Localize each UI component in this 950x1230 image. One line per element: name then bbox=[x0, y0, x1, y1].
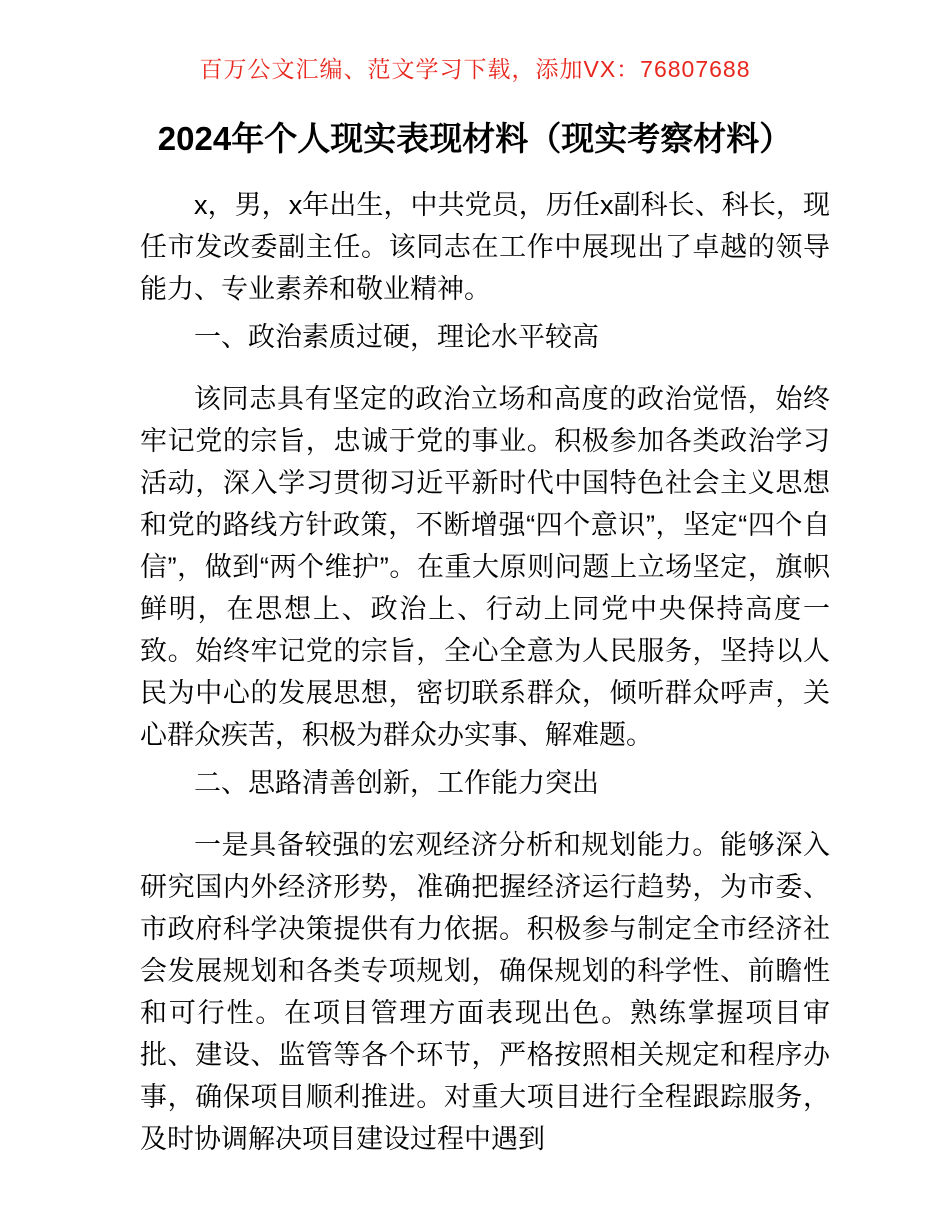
promo-notice: 百万公文汇编、范文学习下载，添加VX：76807688 bbox=[199, 56, 751, 82]
document-content bbox=[140, 184, 830, 1160]
paragraph-section-2: 一是具备较强的宏观经济分析和规划能力。能够深入研究国内外经济形势，准确把握经济运行趋势，为市委、市政府科学决策提供有力依据。积极参与制定全市经济社会发展规划和各类专项规划，确保规划的科学性、前瞻性和可行性。在项目管理方面表现出色。熟练掌握项目审批、建设、监管等各个环节，严格按照相关规定和程序办事，确保项目顺利推进。对重大项目进行全程跟踪服务，及时协调解决项目建设过程中遇到 bbox=[140, 830, 830, 1154]
section-heading-1: 一、政治素质过硬，理论水平较高 bbox=[194, 322, 599, 352]
paragraph-section-1: 该同志具有坚定的政治立场和高度的政治觉悟，始终牢记党的宗旨，忠诚于党的事业。积极参加各类政治学习活动，深入学习贯彻习近平新时代中国特色社会主义思想和党的路线方针政策，不断增强“四个意识”，坚定“四个自信”，做到“两个维护”。在重大原则问题上立场坚定，旗帜鲜明，在思想上、政治上、行动上同党中央保持高度一致。始终牢记党的宗旨，全心全意为人民服务，坚持以人民为中心的发展思想，密切联系群众，倾听群众呼声，关心群众疾苦，积极为群众办实事、解难题。 bbox=[140, 384, 830, 750]
section-heading-2: 二、思路清善创新，工作能力突出 bbox=[194, 768, 599, 798]
document-title: 2024年个人现实表现材料（现实考察材料） bbox=[157, 120, 793, 157]
paragraph-intro: x，男，x年出生，中共党员，历任x副科长、科长，现任市发改委副主任。该同志在工作中展现出了卓越的领导能力、专业素养和敬业精神。 bbox=[140, 190, 830, 304]
